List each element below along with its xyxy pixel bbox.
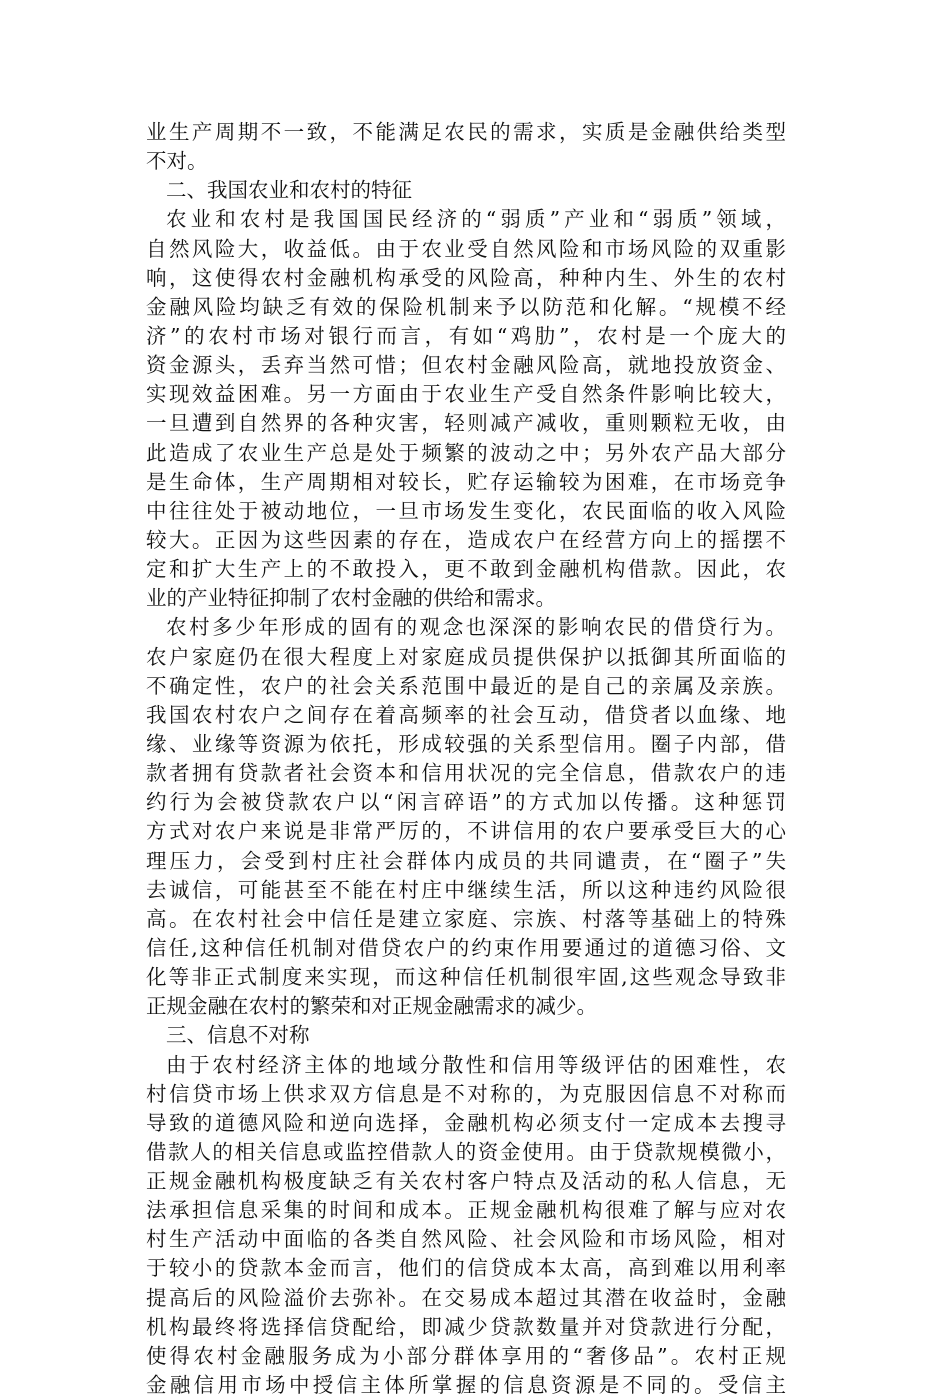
text-line: 缘、业缘等资源为依托，形成较强的关系型信用。圈子内部，借	[146, 731, 786, 756]
text-line: 较大。正因为这些因素的存在，造成农户在经营方向上的摇摆不	[146, 527, 786, 552]
text-line: 于较小的贷款本金而言，他们的信贷成本太高，高到难以用利率	[146, 1256, 786, 1281]
text-line: 提高后的风险溢价去弥补。在交易成本超过其潜在收益时，金融	[146, 1285, 786, 1310]
text-line: 中往往处于被动地位，一旦市场发生变化，农民面临的收入风险	[146, 498, 786, 523]
text-line: 响，这使得农村金融机构承受的风险高，种种内生、外生的农村	[146, 265, 786, 290]
text-line: 业的产业特征抑制了农村金融的供给和需求。	[146, 586, 556, 611]
section-heading: 二、我国农业和农村的特征	[166, 178, 412, 203]
text-line: 村信贷市场上供求双方信息是不对称的，为克服因信息不对称而	[146, 1081, 786, 1106]
text-line: 由于农村经济主体的地域分散性和信用等级评估的困难性，农	[166, 1052, 786, 1077]
text-line: 业生产周期不一致，不能满足农民的需求，实质是金融供给类型	[146, 120, 786, 144]
text-line: 使得农村金融服务成为小部分群体享用的“奢侈品”。农村正规	[146, 1343, 786, 1368]
text-line: 借款人的相关信息或监控借款人的资金使用。由于贷款规模微小，	[146, 1139, 786, 1164]
text-line: 实现效益困难。另一方面由于农业生产受自然条件影响比较大，	[146, 382, 786, 407]
section-heading: 三、信息不对称	[166, 1023, 310, 1048]
text-line: 不对。	[146, 149, 208, 174]
text-line: 信任,这种信任机制对借贷农户的约束作用要通过的道德习俗、文	[146, 935, 786, 960]
text-line: 农业和农村是我国国民经济的“弱质”产业和“弱质”领域，	[166, 207, 786, 232]
text-line: 正规金融机构极度缺乏有关农村客户特点及活动的私人信息，无	[146, 1169, 786, 1194]
document-page	[146, 118, 786, 1400]
text-line: 去诚信，可能甚至不能在村庄中继续生活，所以这种违约风险很	[146, 877, 786, 902]
text-line: 金融风险均缺乏有效的保险机制来予以防范和化解。“规模不经	[146, 294, 786, 319]
text-line: 正规金融在农村的繁荣和对正规金融需求的减少。	[146, 994, 597, 1019]
text-line: 此造成了农业生产总是处于频繁的波动之中；另外农产品大部分	[146, 440, 786, 465]
text-line: 一旦遭到自然界的各种灾害，轻则减产减收，重则颗粒无收，由	[146, 411, 786, 436]
text-line: 款者拥有贷款者社会资本和信用状况的完全信息，借款农户的违	[146, 761, 786, 786]
text-line: 金融信用市场中授信主体所掌握的信息资源是不同的。受信主	[146, 1373, 786, 1398]
text-line: 机构最终将选择信贷配给，即减少贷款数量并对贷款进行分配，	[146, 1314, 786, 1339]
text-line: 导致的道德风险和逆向选择，金融机构必须支付一定成本去搜寻	[146, 1110, 786, 1135]
text-line: 济”的农村市场对银行而言，有如“鸡肋”，农村是一个庞大的	[146, 323, 786, 348]
text-line: 法承担信息采集的时间和成本。正规金融机构很难了解与应对农	[146, 1198, 786, 1223]
text-line: 自然风险大，收益低。由于农业受自然风险和市场风险的双重影	[146, 236, 786, 261]
text-line: 不确定性，农户的社会关系范围中最近的是自己的亲属及亲族。	[146, 673, 786, 698]
text-line: 方式对农户来说是非常严厉的，不讲信用的农户要承受巨大的心	[146, 819, 786, 844]
text-line: 资金源头，丢弃当然可惜；但农村金融风险高，就地投放资金、	[146, 353, 786, 378]
text-line: 高。在农村社会中信任是建立家庭、宗族、村落等基础上的特殊	[146, 906, 786, 931]
text-line: 农村多少年形成的固有的观念也深深的影响农民的借贷行为。	[166, 615, 786, 640]
text-line: 我国农村农户之间存在着高频率的社会互动，借贷者以血缘、地	[146, 702, 786, 727]
text-line: 村生产活动中面临的各类自然风险、社会风险和市场风险，相对	[146, 1227, 786, 1252]
text-line: 定和扩大生产上的不敢投入，更不敢到金融机构借款。因此，农	[146, 557, 786, 582]
text-line: 是生命体，生产周期相对较长，贮存运输较为困难，在市场竞争	[146, 469, 786, 494]
text-line: 农户家庭仍在很大程度上对家庭成员提供保护以抵御其所面临的	[146, 644, 786, 669]
text-line: 理压力，会受到村庄社会群体内成员的共同谴责，在“圈子”失	[146, 848, 786, 873]
text-line: 化等非正式制度来实现，而这种信任机制很牢固,这些观念导致非	[146, 965, 786, 990]
text-line: 约行为会被贷款农户以“闲言碎语”的方式加以传播。这种惩罚	[146, 790, 786, 815]
